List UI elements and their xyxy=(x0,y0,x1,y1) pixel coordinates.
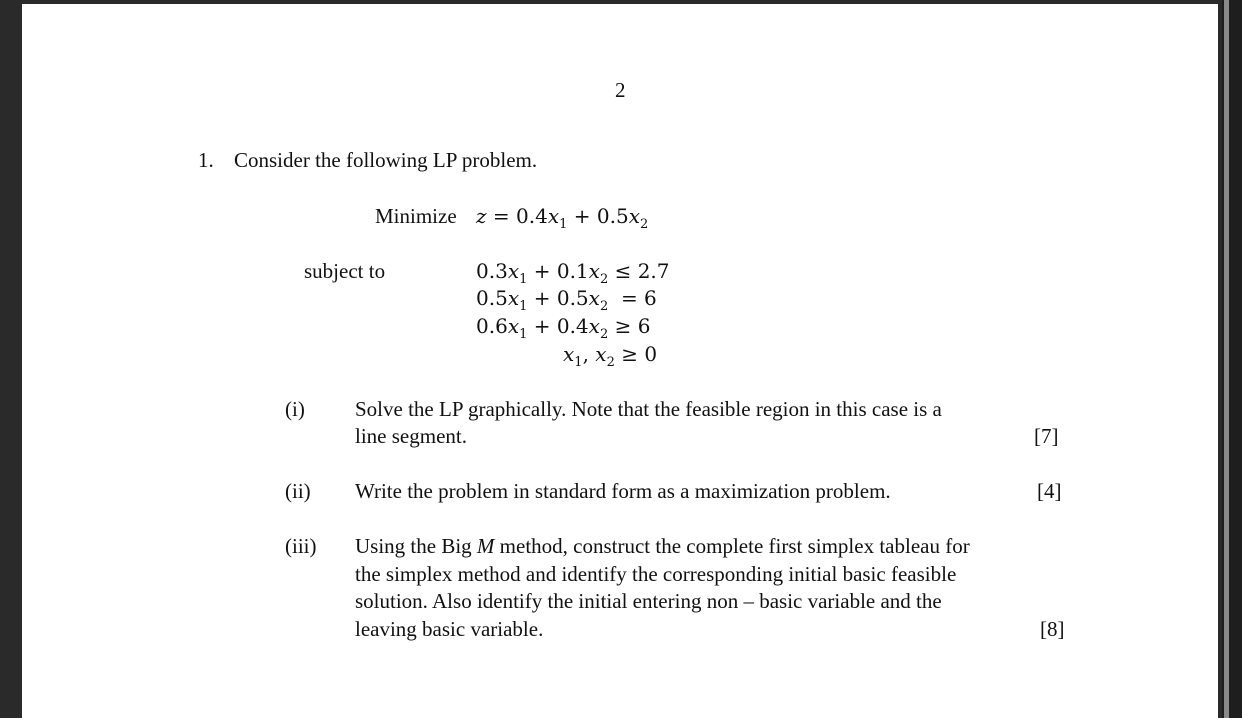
constraint-2: $0.5x_1 + 0.5x_2 = 6$ xyxy=(476,286,657,314)
part-i-line-1: Solve the LP graphically. Note that the feasible region in this case is a xyxy=(355,397,942,421)
nonnegativity-constraint: $x_1$, $x_2 \ge 0$ xyxy=(563,342,658,370)
part-i-line-2: line segment. xyxy=(355,424,467,448)
question-number: 1. xyxy=(198,148,214,172)
part-ii-line-1: Write the problem in standard form as a maximization problem. xyxy=(355,479,891,503)
constraint-1: $0.3x_1 + 0.1x_2 \le 2.7$ xyxy=(476,259,670,287)
part-iii-label: (iii) xyxy=(285,534,317,558)
viewer-scrollbar[interactable] xyxy=(1222,0,1242,718)
part-iii-line-1: Using the Big M method, construct the complete first simplex tableau for xyxy=(355,534,970,558)
subject-to-label: subject to xyxy=(304,259,386,283)
part-iii-marks: [8] xyxy=(1040,617,1065,641)
part-i-marks: [7] xyxy=(1034,424,1059,448)
scrollbar-track[interactable] xyxy=(1224,0,1229,718)
part-ii-marks: [4] xyxy=(1037,479,1062,503)
question-intro: Consider the following LP problem. xyxy=(234,148,538,172)
part-iii-line-4: leaving basic variable. xyxy=(355,617,544,641)
document-page xyxy=(22,4,1218,718)
objective-function: $z = 0.4x_1 + 0.5x_2$ xyxy=(476,204,649,232)
part-i-label: (i) xyxy=(285,397,305,421)
part-iii-line-2: the simplex method and identify the corresponding initial basic feasible xyxy=(355,562,957,586)
part-ii-label: (ii) xyxy=(285,479,311,503)
constraint-3: $0.6x_1 + 0.4x_2 \ge 6$ xyxy=(476,314,651,342)
part-iii-line-3: solution. Also identify the initial entering non – basic variable and the xyxy=(355,589,942,613)
objective-keyword: Minimize xyxy=(375,204,457,228)
page-number: 2 xyxy=(615,78,626,102)
